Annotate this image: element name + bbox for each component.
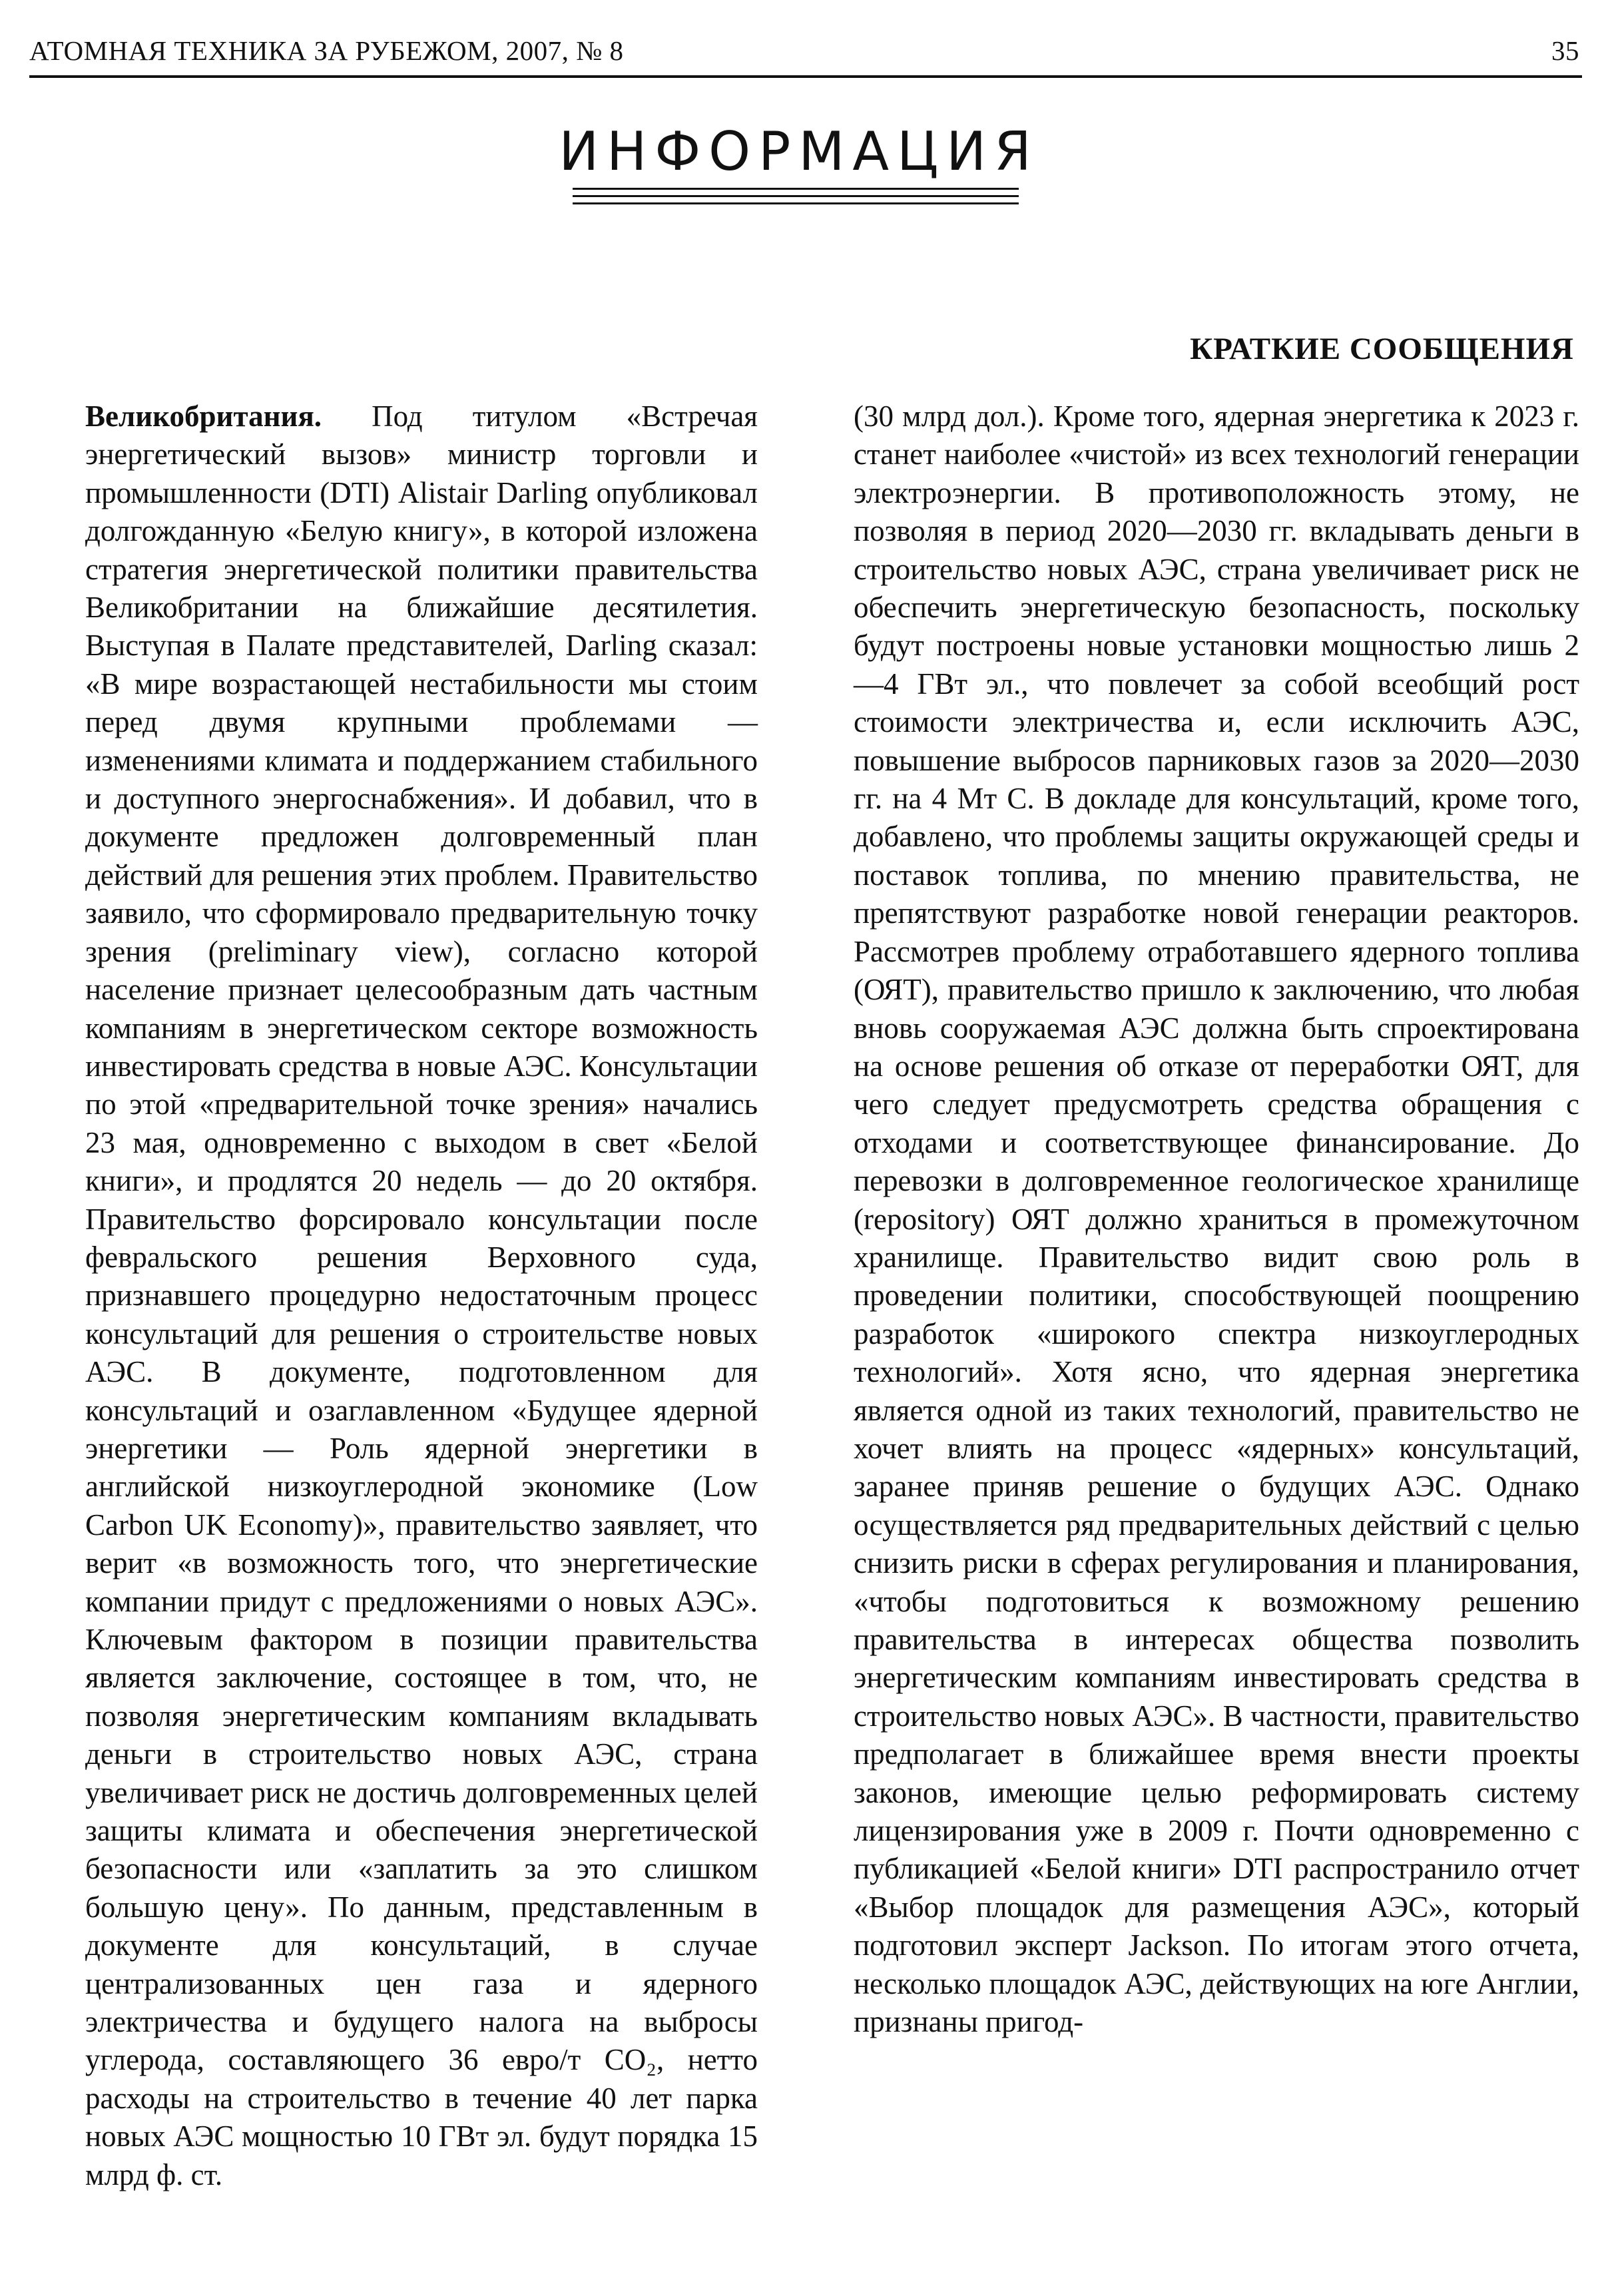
header-rule: [29, 75, 1582, 78]
article-paragraph-1: [85, 398, 758, 2194]
journal-title: АТОМНАЯ ТЕХНИКА ЗА РУБЕЖОМ, 2007, № 8: [29, 35, 624, 66]
section-kicker: КРАТКИЕ СООБЩЕНИЯ: [1190, 332, 1574, 366]
section-title: ИНФОРМАЦИЯ: [559, 121, 1039, 182]
page-number: 35: [1551, 35, 1579, 66]
article-column-right: [854, 398, 1579, 2041]
article-lead: Великобритания.: [85, 400, 322, 433]
article-column-left: [85, 398, 758, 2194]
article-paragraph-2: (30 млрд дол.). Кроме того, ядерная энергетика к 2023 г. станет наиболее «чистой» из всех технологий генерации электроэнергии. В противоположность этому, не позволяя в период 2020—2030 гг. вкладывать деньги в строительство новых АЭС, страна увеличивает риск не обеспечить энергетическую безопасность, поскольку будут построены новые установки мощностью лишь 2—4 ГВт эл., что повлечет за собой всеобщий рост стоимости электричества и, если исключить АЭС, повышение выбросов парниковых газов за 2020—2030 гг. на 4 Мт С. В докладе для консультаций, кроме того, добавлено, что проблемы защиты окружающей среды и поставок топлива, по мнению правительства, не препятствуют разработке новой генерации реакторов. Рассмотрев проблему отработавшего ядерного топлива (ОЯТ), правительство пришло к заключению, что любая вновь сооружаемая АЭС должна быть спроектирована на основе решения об отказе от переработки ОЯТ, для чего следует предусмотреть средства обращения с отходами и соответствующее финансирование. До перевозки в долговременное геологическое хранилище (repository) ОЯТ должно храниться в промежуточном хранилище. Правительство видит свою роль в проведении политики, способствующей поощрению разработок «широкого спектра низкоуглеродных технологий». Хотя ясно, что ядерная энергетика является одной из таких технологий, правительство не хочет влиять на процесс «ядерных» консультаций, заранее приняв решение о будущих АЭС. Однако осуществляется ряд предварительных действий с целью снизить риски в сферах регулирования и планирования, «чтобы подготовиться к возможному решению правительства в интересах общества позволить энергетическим компаниям инвестировать средства в строительство новых АЭС». В частности, правительство предполагает в ближайшее время внести проекты законов, имеющие целью реформировать систему лицензирования уже в 2009 г. Почти одновременно с публикацией «Белой книги» DTI распространило отчет «Выбор площадок для размещения АЭС», который подготовил эксперт Jackson. По итогам этого отчета, несколько площадок АЭС, действующих на юге Англии, признаны пригод-: [854, 400, 1579, 2039]
title-underline: [573, 188, 1019, 210]
running-head: [29, 35, 1579, 67]
article-text-col1: Под титулом «Встречая энергетический вызов» министр торговли и промышленности (DTI) Alistair Darling опубликовал долгожданную «Белую книгу», в которой изложена стратегия энергетической политики правительства Великобритании на ближайшие десятилетия. Выступая в Палате представителей, Darling сказал: «В мире возрастающей нестабильности мы стоим перед двумя крупными проблемами — изменениями климата и поддержанием стабильного и доступного энергоснабжения». И добавил, что в документе предложен долговременный план действий для решения этих проблем. Правительство заявило, что сформировало предварительную точку зрения (preliminary view), согласно которой население признает целесообразным дать частным компаниям в энергетическом секторе возможность инвестировать средства в новые АЭС. Консультации по этой «предварительной точке зрения» начались 23 мая, одновременно с выходом в свет «Белой книги», и продлятся 20 недель — до 20 октября. Правительство форсировало консультации после февральского решения Верховного суда, признавшего процедурно недостаточным процесс консультаций для решения о строительстве новых АЭС. В документе, подготовленном для консультаций и озаглавленном «Будущее ядерной энергетики — Роль ядерной энергетики в английской низкоуглеродной экономике (Low Carbon UK Economy)», правительство заявляет, что верит «в возможность того, что энергетические компании придут с предложениями о новых АЭС». Ключевым фактором в позиции правительства является заключение, состоящее в том, что, не позволяя энергетическим компаниям вкладывать деньги в строительство новых АЭС, страна увеличивает риск не достичь долговременных целей защиты климата и обеспечения энергетической безопасности или «заплатить за это слишком большую цену». По данным, представленным в документе для консультаций, в случае централизованных цен газа и ядерного электричества и будущего налога на выбросы углерода, составляющего 36 евро/т CO₂, нетто расходы на строительство в течение 40 лет парка новых АЭС мощностью 10 ГВт эл. будут порядка 15 млрд ф. ст.: [85, 400, 758, 2191]
